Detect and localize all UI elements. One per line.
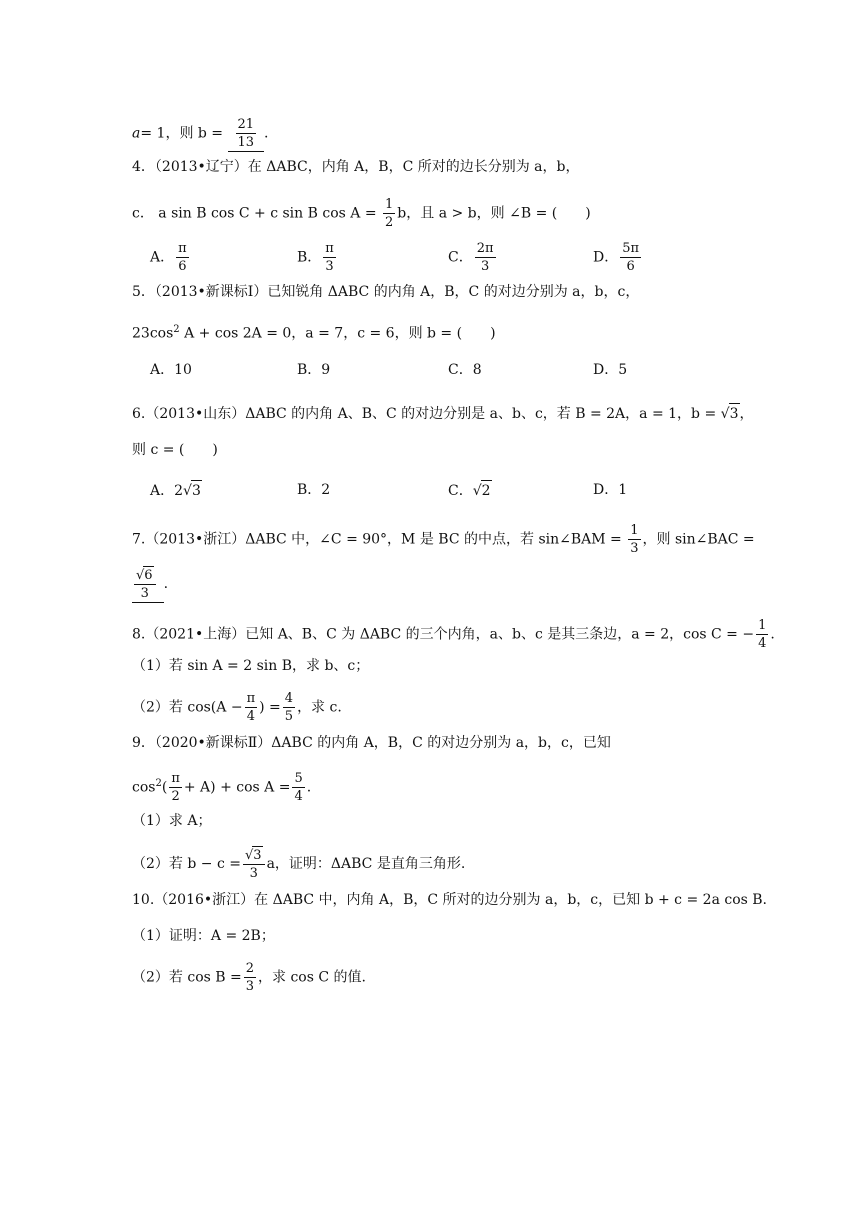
q9-header: 9．（2020•新课标Ⅱ）ΔABC 的内角 A，B，C 的对边分别为 a，b，c，已知	[132, 735, 611, 751]
q10-fraction	[244, 960, 256, 995]
fraction-numerator: 2π	[476, 241, 494, 256]
fraction-numerator: 2	[245, 961, 255, 976]
q9-value-fraction	[292, 770, 304, 805]
q6-header	[132, 403, 754, 424]
option-letter: B．	[297, 249, 322, 266]
fraction-denominator: 5	[284, 709, 294, 724]
option-letter: B．	[297, 482, 322, 498]
q8-header	[132, 617, 775, 652]
q7-answer-line	[132, 566, 168, 603]
sqrt-sign: √	[472, 483, 482, 499]
fraction-numerator: 1	[630, 523, 639, 538]
sqrt-sign: √	[183, 483, 192, 499]
option-letter: C．	[448, 483, 473, 499]
q9-paren: (	[161, 779, 168, 796]
q7-header	[132, 522, 755, 557]
q4-condition-a: c． a sin B cos C + c sin B cos A =	[132, 205, 382, 222]
answer-blank	[228, 116, 265, 152]
option-letter: A．	[150, 362, 175, 378]
q7-fraction	[628, 522, 640, 557]
sqrt-radicand: 3	[729, 403, 740, 424]
fraction-denominator: 3	[630, 541, 639, 556]
sqrt-radicand: 2	[481, 480, 492, 501]
option-text: 2	[321, 482, 331, 498]
q8-end: .	[770, 626, 775, 643]
fraction-denominator: 3	[245, 979, 255, 994]
q3-lead: = 1，则 b =	[140, 125, 228, 142]
option-fraction	[323, 240, 336, 275]
fraction-numerator: 4	[284, 691, 294, 706]
fraction-numerator: π	[246, 691, 256, 706]
answer-fraction	[134, 566, 156, 602]
fraction-denominator: 3	[140, 586, 149, 601]
option-text: 2	[174, 483, 184, 499]
option-fraction	[176, 240, 189, 275]
option-letter: A．	[150, 249, 175, 266]
fraction-numerator: 21	[237, 117, 255, 132]
fraction-denominator: 13	[237, 135, 255, 150]
q5-option-c[interactable]	[448, 360, 482, 380]
option-text: 10	[174, 362, 192, 378]
q6-option-b[interactable]	[297, 480, 330, 500]
answer-fraction	[236, 116, 257, 151]
fraction-denominator: 6	[626, 259, 635, 274]
q9-part2	[132, 846, 465, 882]
q9-condition-end: .	[306, 779, 312, 796]
sqrt-radicand: 3	[191, 480, 202, 501]
fraction-denominator: 4	[758, 636, 767, 651]
q5-condition-a: 23cos	[132, 325, 174, 342]
q7-header-a: 7.（2013•浙江）ΔABC 中，∠C = 90°，M 是 BC 的中点，若 sin∠BAM =	[132, 531, 627, 548]
q9-sqrt-fraction	[243, 846, 265, 882]
option-letter: A．	[150, 483, 175, 499]
q5-option-b[interactable]	[297, 360, 330, 380]
q6-question-line: 则 c = ( )	[132, 442, 218, 458]
q4-condition-b: b，且 a > b，则 ∠B = ( )	[397, 205, 591, 222]
q7-header-b: ，则 sin∠BAC =	[642, 531, 755, 548]
fraction-numerator: 1	[758, 618, 767, 633]
q6-end: ，	[739, 406, 754, 422]
fraction-denominator: 3	[249, 866, 258, 881]
q4-header: 4．（2013•辽宁）在 ΔABC，内角 A，B，C 所对的边长分别为 a，b，	[132, 159, 580, 175]
q9-part1: （1）求 A；	[132, 813, 212, 829]
sqrt-radicand: 6	[144, 568, 153, 583]
option-fraction	[620, 240, 641, 275]
fraction-numerator: 1	[385, 197, 394, 212]
q4-condition-line	[132, 196, 591, 231]
superscript: 2	[155, 777, 162, 789]
option-text: 8	[472, 362, 482, 378]
q9-part2-b: a，证明：ΔABC 是直角三角形.	[266, 856, 466, 872]
fraction-denominator: 6	[178, 259, 187, 274]
q8-value-fraction	[283, 690, 295, 725]
q10-part2-b: ，求 cos C 的值.	[258, 969, 366, 986]
q9-condition-line	[132, 770, 311, 805]
q5-option-d[interactable]	[593, 360, 627, 380]
option-letter: D．	[593, 482, 619, 498]
q10-part2	[132, 960, 366, 995]
q9-cos: cos	[132, 779, 156, 796]
q8-pi-fraction	[245, 690, 258, 725]
option-text: 5	[618, 362, 628, 378]
q6-header-text: 6.（2013•山东）ΔABC 的内角 A、B、C 的对边分别是 a、b、c，若 B = 2A，a = 1，b =	[132, 406, 721, 422]
q8-part2-a: （2）若 cos(A −	[132, 699, 243, 716]
option-letter: D．	[593, 362, 619, 378]
sqrt-sign: √	[720, 406, 730, 422]
fraction-denominator: 2	[385, 215, 394, 230]
option-fraction	[475, 240, 496, 275]
fraction-denominator: 3	[480, 259, 490, 274]
fraction-denominator: 3	[325, 259, 334, 274]
q6-option-d[interactable]	[593, 480, 627, 500]
q5-condition-b: A + cos 2A = 0，a = 7，c = 6，则 b = ( )	[179, 325, 496, 342]
q10-part1: （1）证明：A = 2B；	[132, 928, 275, 944]
q4-option-b[interactable]	[297, 240, 338, 275]
q3-answer-line	[132, 116, 269, 152]
q4-option-a[interactable]	[150, 240, 191, 275]
q6-option-c[interactable]	[448, 480, 492, 501]
q9-pi-fraction	[169, 770, 182, 805]
fraction-numerator: 5	[294, 771, 303, 786]
fraction-numerator: π	[178, 241, 187, 256]
q8-part2-b: ) =	[259, 699, 281, 716]
q8-part1: （1）若 sin A = 2 sin B，求 b、c；	[132, 658, 370, 674]
fraction-numerator: π	[325, 241, 334, 256]
fraction-denominator: 4	[246, 709, 255, 724]
fraction-denominator: 2	[171, 789, 180, 804]
q10-part2-a: （2）若 cos B =	[132, 969, 242, 986]
q10-header: 10.（2016•浙江）在 ΔABC 中，内角 A，B，C 所对的边分别为 a，b，c，已知 b + c = 2a cos B.	[132, 892, 768, 908]
q7-end: .	[163, 576, 169, 592]
q5-header: 5．（2013•新课标Ⅰ）已知锐角 ΔABC 的内角 A，B，C 的对边分别为 a，b，c，	[132, 284, 640, 300]
superscript: 2	[173, 324, 180, 335]
q5-condition-line	[132, 320, 496, 344]
q4-option-d[interactable]	[593, 240, 643, 275]
answer-blank	[132, 566, 164, 603]
q9-condition-mid: + A) + cos A =	[183, 779, 291, 796]
sqrt-radicand: 3	[253, 848, 262, 863]
q8-part2-c: ，求 c.	[297, 699, 342, 716]
option-letter: D．	[593, 249, 619, 266]
q4-option-c[interactable]	[448, 240, 498, 275]
q8-part2	[132, 690, 342, 725]
q6-option-a[interactable]	[150, 480, 202, 501]
q3-end: .	[264, 125, 269, 142]
fraction-numerator: √6	[134, 566, 156, 585]
q4-fraction	[383, 196, 395, 231]
fraction-numerator: √3	[243, 846, 265, 865]
var-a: a	[132, 125, 141, 142]
option-letter: C．	[448, 249, 473, 266]
fraction-denominator: 4	[294, 789, 303, 804]
option-letter: B．	[297, 362, 322, 378]
fraction-numerator: 5π	[622, 241, 640, 256]
option-letter: C．	[448, 362, 473, 378]
q8-header-text: 8.（2021•上海）已知 A、B、C 为 ΔABC 的三个内角，a、b、c 是其三条边，a = 2，cos C = −	[132, 626, 755, 643]
option-text: 9	[321, 362, 331, 378]
option-text: 1	[618, 482, 628, 498]
q8-fraction	[756, 617, 768, 652]
q9-part2-a: （2）若 b − c =	[132, 856, 241, 872]
fraction-numerator: π	[171, 771, 180, 786]
q5-option-a[interactable]	[150, 360, 192, 380]
